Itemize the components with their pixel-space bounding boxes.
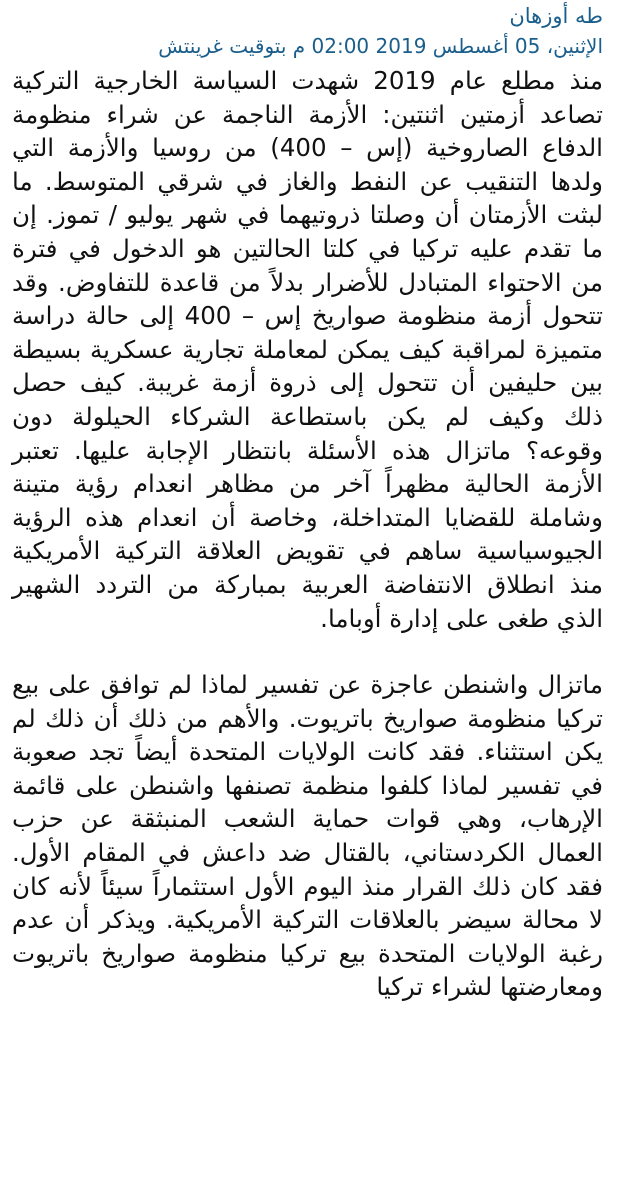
- author-name[interactable]: طه أوزهان: [509, 4, 603, 28]
- article-paragraph-2: ماتزال واشنطن عاجزة عن تفسير لماذا لم توافق على بيع تركيا منظومة صواريخ باتريوت. والأهم من ذلك أن ذلك لم يكن استثناء. فقد كانت الولايات المتحدة أيضاً تجد صعوبة في تفسير لماذا كلفوا منظمة تصنفها واشنطن على قائمة الإرهاب، وهي قوات حماية الشعب المنبثقة عن حزب العمال الكردستاني، بالقتال ضد داعش في المقام الأول. فقد كان ذلك القرار منذ اليوم الأول استثماراً سيئاً لأنه كان لا محالة سيضر بالعلاقات التركية الأمريكية. ويذكر أن عدم رغبة الولايات المتحدة بيع تركيا منظومة صواريخ باتريوت ومعارضتها لشراء تركيا: [12, 670, 603, 1002]
- article-paragraph-1: منذ مطلع عام 2019 شهدت السياسة الخارجية التركية تصاعد أزمتين اثنتين: الأزمة الناجمة عن شراء منظومة الدفاع الصاروخية (إس – 400) من روسيا والأزمة التي ولدها التنقيب عن النفط والغاز في شرقي المتوسط. ما لبثت الأزمتان أن وصلتا ذروتيهما في شهر يوليو / تموز. إن ما تقدم عليه تركيا في كلتا الحالتين هو الدخول في فترة من الاحتواء المتبادل للأضرار بدلاً من قاعدة للتفاوض. وقد تتحول أزمة منظومة صواريخ إس – 400 إلى حالة دراسة متميزة لمراقبة كيف يمكن لمعاملة تجارية عسكرية بسيطة بين حليفين أن تتحول إلى ذروة أزمة غريبة. كيف حصل ذلك وكيف لم يكن باستطاعة الشركاء الحيلولة دون وقوعه؟ ماتزال هذه الأسئلة بانتظار الإجابة عليها. تعتبر الأزمة الحالية مظهراً آخر من مظاهر انعدام رؤية متينة وشاملة للقضايا المتداخلة، وخاصة أن انعدام هذه الرؤية الجيوسياسية ساهم في تقويض العلاقة التركية الأمريكية منذ انطلاق الانتفاضة العربية بمباركة من التردد الشهير الذي طغى على إدارة أوباما.: [12, 66, 603, 633]
- article-dateline: الإثنين، 05 أغسطس 2019 02:00 م بتوقيت غرينتش: [158, 34, 603, 58]
